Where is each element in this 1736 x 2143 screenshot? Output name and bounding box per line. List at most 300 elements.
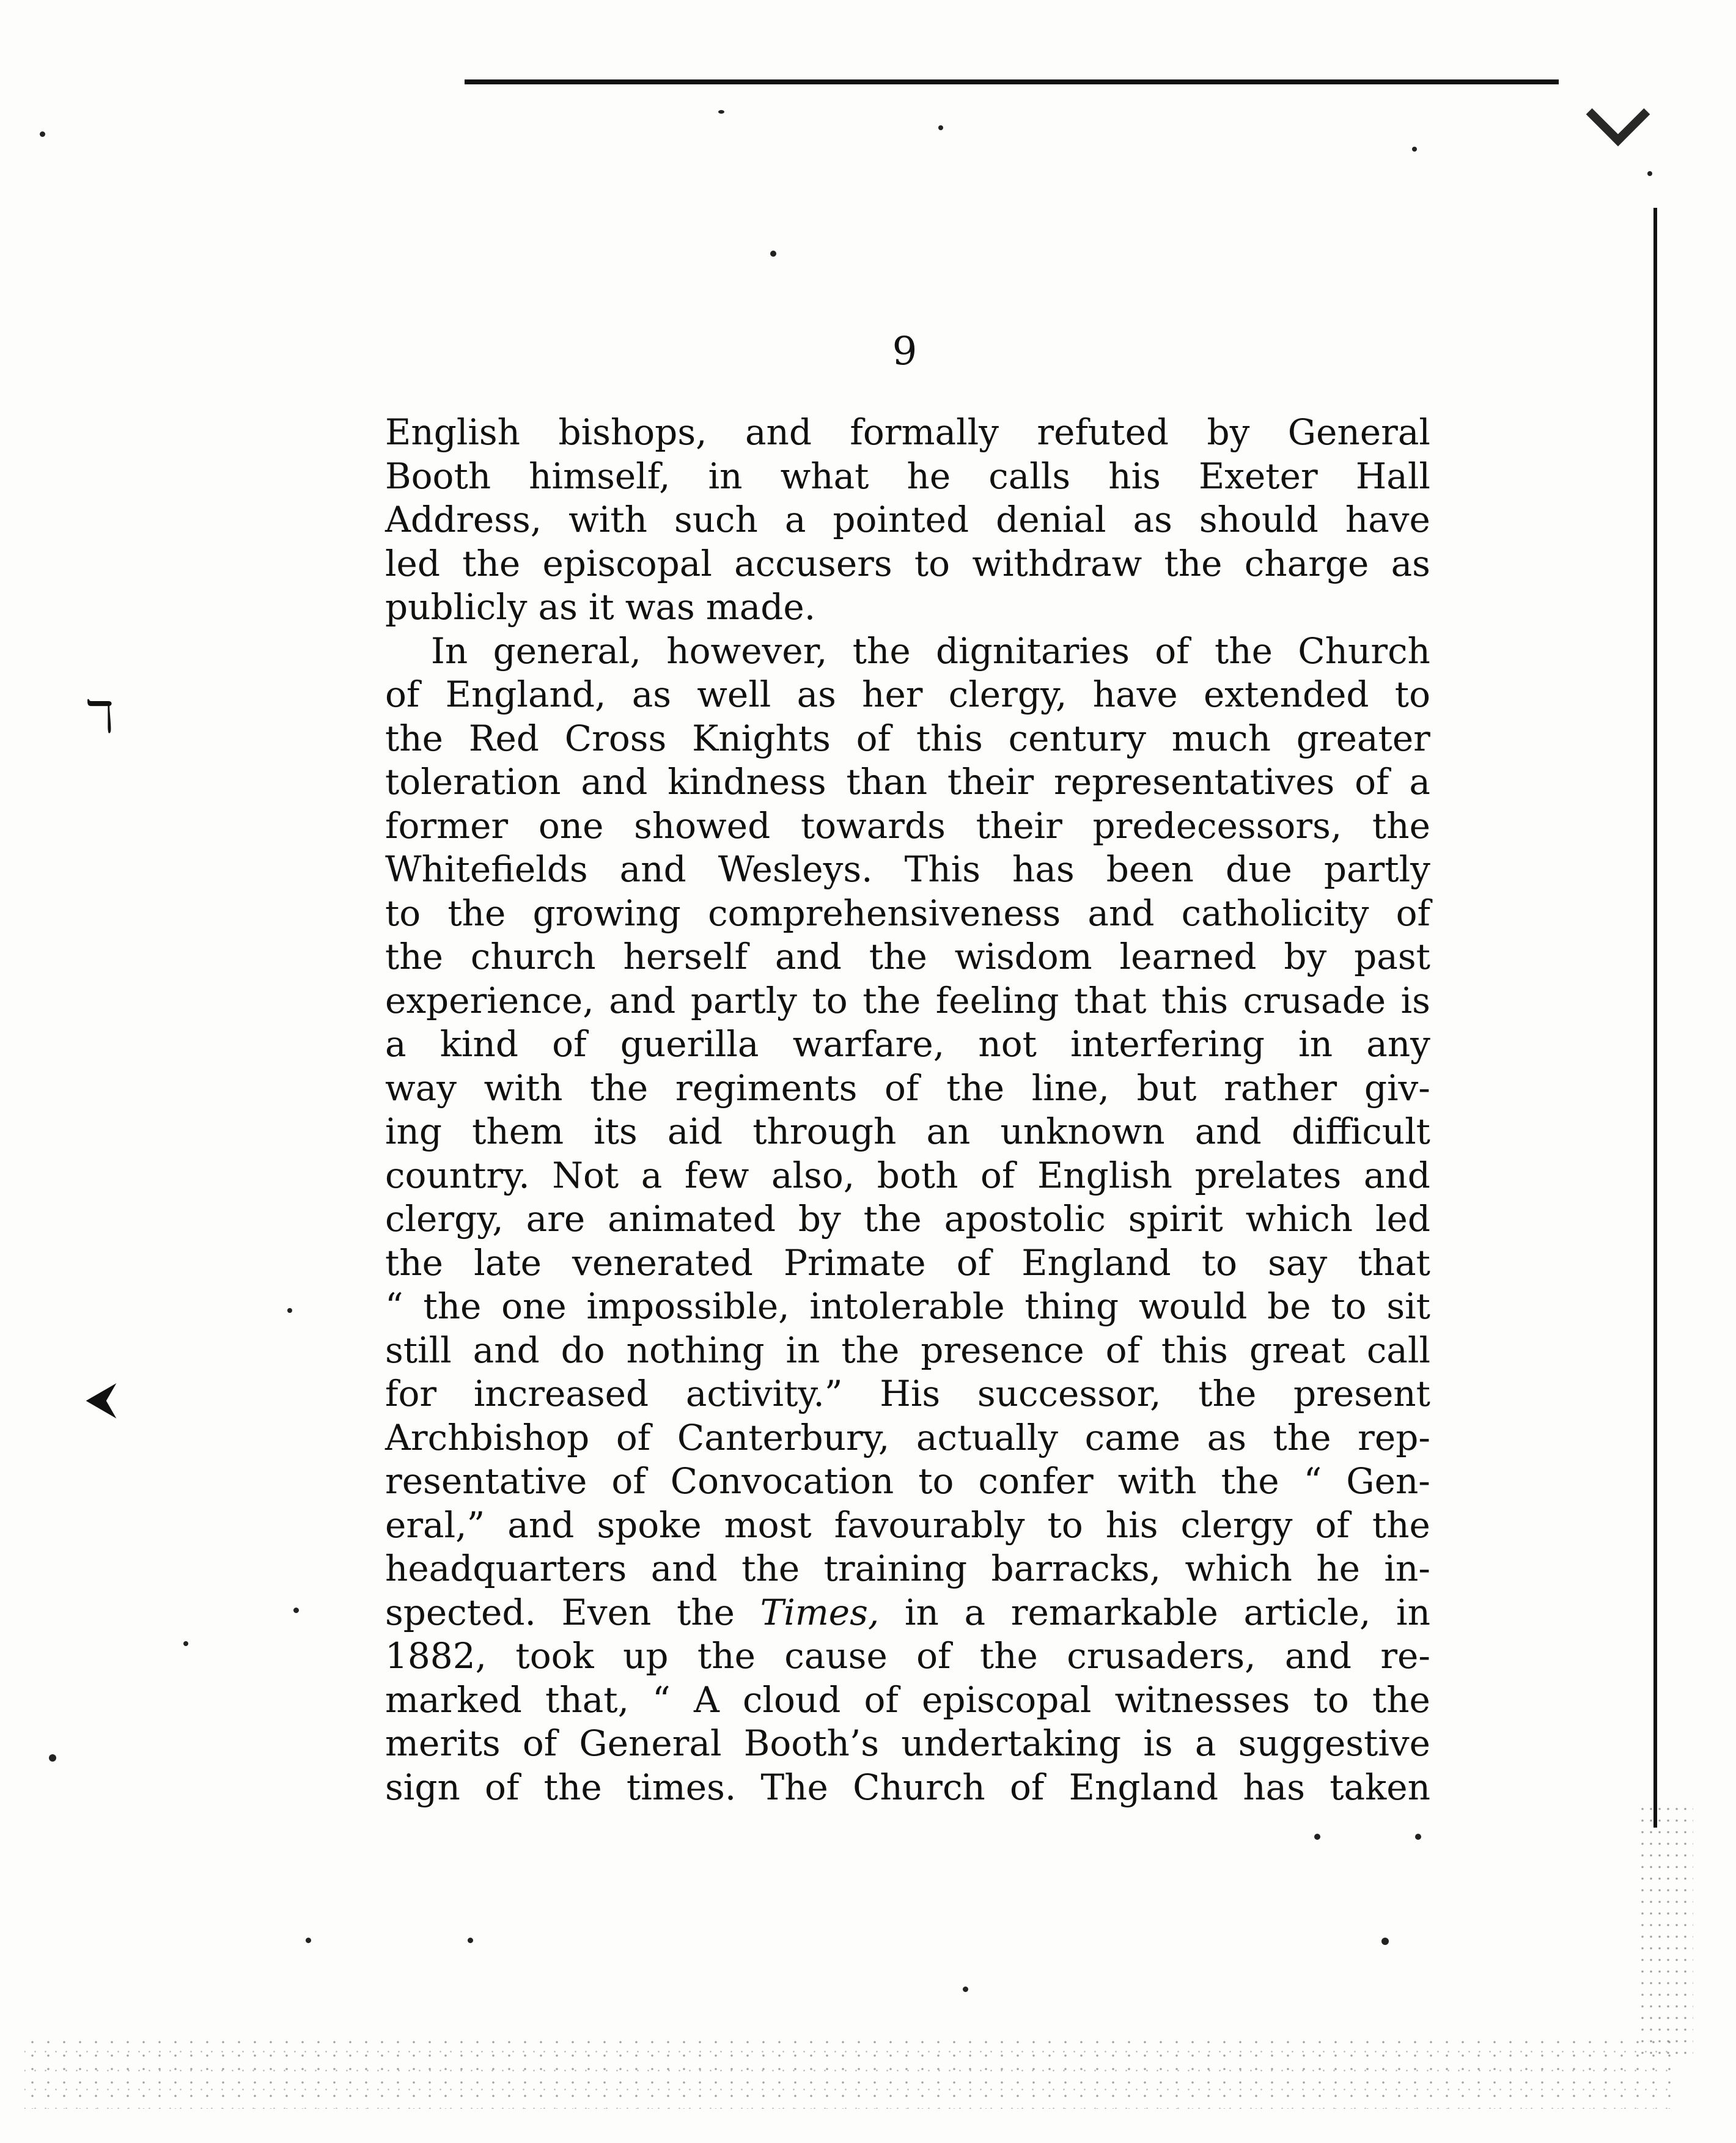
word: to <box>385 892 421 934</box>
word: as <box>1133 499 1172 540</box>
word: and <box>745 411 812 453</box>
word: Gen- <box>1346 1460 1430 1502</box>
word: denial <box>996 499 1106 540</box>
word: a <box>641 1154 663 1196</box>
word: the <box>697 1635 756 1677</box>
word: Not <box>552 1154 619 1196</box>
word: the <box>741 1548 800 1589</box>
word: successor, <box>977 1373 1161 1414</box>
word: clergy, <box>385 1198 504 1240</box>
word: that, <box>545 1678 630 1721</box>
scan-speck <box>306 1938 311 1943</box>
word: to <box>1394 674 1430 715</box>
word: ing <box>385 1111 443 1152</box>
word: great <box>1249 1329 1345 1371</box>
text-line <box>385 1634 1430 1678</box>
word: of <box>980 1154 1015 1196</box>
word: bishops, <box>558 411 707 453</box>
word: his <box>1105 1504 1158 1546</box>
word: wisdom <box>954 936 1092 977</box>
word: by <box>1207 411 1250 453</box>
word: be <box>1267 1285 1311 1327</box>
word: the <box>979 1635 1038 1677</box>
scan-speck <box>963 1987 968 1992</box>
text-line <box>385 1547 1430 1591</box>
word: sit <box>1386 1285 1430 1327</box>
word: accusers <box>734 542 892 584</box>
word: their <box>947 761 1034 803</box>
word: unknown <box>1000 1111 1165 1152</box>
text-line <box>385 1372 1430 1416</box>
word: to <box>1331 1285 1367 1327</box>
word: as <box>796 674 836 715</box>
word: The <box>760 1766 828 1808</box>
text-line <box>385 1154 1430 1198</box>
word: of <box>916 1635 951 1677</box>
word: in <box>785 1329 820 1371</box>
word: by <box>1284 936 1327 977</box>
word: Even <box>561 1591 652 1633</box>
word: In <box>431 630 468 672</box>
scan-speck <box>718 110 724 114</box>
word: and <box>581 761 648 803</box>
word: line, <box>1031 1067 1109 1109</box>
scan-speck <box>1381 1938 1389 1945</box>
word: most <box>724 1504 812 1546</box>
word: greater <box>1296 717 1430 759</box>
text-line <box>385 1678 1430 1722</box>
word: their <box>976 804 1062 847</box>
word: and <box>473 1329 540 1371</box>
word: Booth <box>385 455 491 497</box>
word: country. <box>385 1154 530 1196</box>
word: the <box>423 1285 482 1327</box>
word: well <box>697 674 771 715</box>
word: than <box>846 761 928 803</box>
word: with <box>484 1067 563 1109</box>
word: to <box>1201 1241 1238 1284</box>
word: crusaders, <box>1067 1635 1256 1677</box>
word: of <box>616 1416 651 1458</box>
word: her <box>862 674 923 715</box>
scan-speck <box>1647 171 1652 176</box>
word: giv- <box>1364 1067 1430 1109</box>
word: This <box>904 848 980 890</box>
word: the <box>462 542 521 584</box>
word: “ <box>385 1285 403 1327</box>
word: a <box>964 1591 986 1633</box>
word: a <box>385 1023 406 1065</box>
word: the <box>862 979 921 1021</box>
bottom-scan-noise <box>24 2035 1675 2109</box>
text-line <box>385 498 1430 542</box>
word: Primate <box>784 1241 926 1284</box>
scan-speck <box>40 131 45 137</box>
word: re- <box>1380 1635 1430 1677</box>
word: thing <box>1024 1285 1119 1327</box>
word: through <box>752 1111 897 1152</box>
word: episcopal <box>542 542 712 584</box>
word: much <box>1171 717 1271 759</box>
text-line <box>385 542 1430 586</box>
right-scan-noise <box>1638 1803 1693 2060</box>
text-line <box>385 630 1430 674</box>
scan-speck <box>1412 147 1417 152</box>
word: one <box>538 804 604 847</box>
word: a <box>1409 761 1430 803</box>
word: to <box>1047 1504 1083 1546</box>
word: former <box>385 804 509 847</box>
word: of <box>956 1241 991 1284</box>
text-line <box>385 1722 1430 1766</box>
word: also, <box>771 1154 855 1196</box>
word: late <box>474 1241 542 1284</box>
word: been <box>1106 848 1194 890</box>
word: charge <box>1244 542 1369 584</box>
word: this <box>916 717 983 759</box>
word: to <box>1313 1678 1349 1721</box>
word: few <box>684 1154 749 1196</box>
word: undertaking <box>901 1722 1122 1764</box>
word: General <box>1287 411 1430 453</box>
margin-scribble-icon: ℸ <box>86 691 114 742</box>
word: catholicity <box>1181 892 1369 934</box>
body-text <box>385 411 1430 1809</box>
text-line <box>385 1197 1430 1241</box>
word: Hall <box>1355 455 1430 497</box>
word: General <box>579 1722 722 1764</box>
word: and <box>507 1504 575 1546</box>
word: barracks, <box>991 1548 1161 1589</box>
word: one <box>501 1285 567 1327</box>
word: took <box>515 1635 594 1677</box>
word: spoke <box>597 1504 702 1546</box>
word: and <box>619 848 686 890</box>
word: say <box>1268 1241 1328 1284</box>
word: representatives <box>1054 761 1335 803</box>
word: clergy <box>1180 1504 1293 1546</box>
corner-arrow-icon <box>1586 83 1650 147</box>
word: the <box>852 630 911 672</box>
word: toleration <box>385 761 561 803</box>
word: church <box>470 936 596 977</box>
word: taken <box>1330 1766 1430 1808</box>
word: an <box>926 1111 971 1152</box>
word: as <box>631 674 672 715</box>
word: Times, <box>760 1591 880 1633</box>
word: crusade <box>1243 979 1386 1021</box>
word: of <box>522 1722 557 1764</box>
text-line <box>385 892 1430 936</box>
word: present <box>1293 1373 1430 1414</box>
text-line <box>385 804 1430 848</box>
word: the <box>1221 1460 1279 1502</box>
word: Cross <box>564 717 667 759</box>
word: the <box>447 892 506 934</box>
word: such <box>674 499 758 540</box>
word: suggestive <box>1238 1722 1430 1764</box>
word: of <box>1396 892 1430 934</box>
word: Whitefields <box>385 848 588 890</box>
text-line <box>385 1504 1430 1548</box>
text-line <box>385 1329 1430 1373</box>
word: have <box>1345 499 1430 540</box>
word: due <box>1225 848 1292 890</box>
word: intolerable <box>809 1285 1005 1327</box>
word: and <box>774 936 842 977</box>
word: formally <box>850 411 999 453</box>
text-line <box>385 1110 1430 1154</box>
word: article, <box>1243 1591 1371 1633</box>
word: and <box>1363 1154 1430 1196</box>
word: predecessors, <box>1092 804 1342 847</box>
word: in <box>904 1591 939 1633</box>
word: the <box>863 1198 922 1240</box>
word: as <box>1207 1416 1246 1458</box>
word: the <box>385 1241 443 1284</box>
word: and <box>650 1548 718 1589</box>
right-margin-rule <box>1653 208 1657 1828</box>
word: way <box>385 1067 457 1109</box>
word: rather <box>1224 1067 1337 1109</box>
text-line <box>385 1460 1430 1504</box>
word: to <box>914 542 951 584</box>
word: the <box>1372 804 1430 847</box>
word: prelates <box>1194 1154 1342 1196</box>
word: the <box>869 936 927 977</box>
word: the <box>1273 1416 1331 1458</box>
word: the <box>543 1766 602 1808</box>
word: 1882, <box>385 1635 487 1677</box>
word: not <box>978 1023 1037 1065</box>
word: to <box>918 1460 954 1502</box>
text-line <box>385 411 1430 455</box>
word: of <box>864 1678 899 1721</box>
word: the <box>841 1329 900 1371</box>
word: cause <box>784 1635 888 1677</box>
word: feeling <box>935 979 1059 1021</box>
word: what <box>780 455 869 497</box>
word: that <box>1358 1241 1430 1284</box>
word: this <box>1161 1329 1228 1371</box>
word: a <box>1194 1722 1216 1764</box>
word: led <box>1375 1198 1430 1240</box>
word: nothing <box>626 1329 765 1371</box>
word: warfare, <box>792 1023 945 1065</box>
word: the <box>1372 1504 1430 1546</box>
word: with <box>1117 1460 1197 1502</box>
text-line <box>385 1285 1430 1329</box>
word: comprehensiveness <box>708 892 1061 934</box>
text-line <box>385 1023 1430 1067</box>
word: the <box>676 1591 735 1633</box>
word: is <box>1400 979 1430 1021</box>
word: Convocation <box>670 1460 894 1502</box>
word: growing <box>532 892 681 934</box>
word: came <box>1084 1416 1181 1458</box>
word: in- <box>1384 1548 1430 1589</box>
word: of <box>885 1067 919 1109</box>
word: which <box>1185 1548 1292 1589</box>
word: and <box>1284 1635 1352 1677</box>
word: A <box>693 1678 719 1721</box>
word: England <box>1021 1241 1171 1284</box>
word: “ <box>652 1678 671 1721</box>
word: Booth’s <box>743 1722 880 1764</box>
word: England <box>1068 1766 1219 1808</box>
scan-speck <box>183 1641 188 1646</box>
text-line <box>385 717 1430 761</box>
word: as <box>538 586 578 628</box>
word: is <box>1143 1722 1173 1764</box>
word: aid <box>667 1111 723 1152</box>
text-line <box>385 455 1430 499</box>
word: should <box>1199 499 1319 540</box>
word: Knights <box>692 717 831 759</box>
word: impossible, <box>586 1285 790 1327</box>
word: partly <box>690 979 797 1021</box>
scan-speck <box>293 1608 299 1613</box>
word: interfering <box>1070 1023 1265 1065</box>
word: showed <box>634 804 771 847</box>
word: Wesleys. <box>718 848 873 890</box>
word: do <box>561 1329 605 1371</box>
word: its <box>594 1111 638 1152</box>
word: are <box>526 1198 586 1240</box>
word: and <box>1194 1111 1262 1152</box>
word: headquarters <box>385 1548 627 1589</box>
word: of <box>1355 761 1389 803</box>
word: learned <box>1119 936 1257 977</box>
word: was <box>625 586 695 628</box>
word: by <box>798 1198 841 1240</box>
word: as <box>1391 542 1430 584</box>
word: of <box>856 717 891 759</box>
scan-speck <box>1314 1834 1320 1840</box>
word: withdraw <box>972 542 1142 584</box>
word: which <box>1245 1198 1353 1240</box>
word: partly <box>1323 848 1430 890</box>
word: has <box>1012 848 1075 890</box>
word: a <box>784 499 806 540</box>
word: clergy, <box>948 674 1067 715</box>
word: “ <box>1303 1460 1322 1502</box>
word: this <box>1161 979 1229 1021</box>
word: led <box>385 542 441 584</box>
word: calls <box>988 455 1071 497</box>
word: rep- <box>1358 1416 1430 1458</box>
word: the <box>946 1067 1005 1109</box>
word: that <box>1074 979 1147 1021</box>
text-line <box>385 979 1430 1023</box>
word: animated <box>608 1198 776 1240</box>
word: the <box>385 936 443 977</box>
word: for <box>385 1373 437 1414</box>
word: refuted <box>1037 411 1169 453</box>
word: and <box>1087 892 1155 934</box>
word: his <box>1108 455 1161 497</box>
word: of <box>1155 630 1190 672</box>
word: century <box>1008 717 1146 759</box>
top-rule <box>465 79 1559 84</box>
word: has <box>1243 1766 1306 1808</box>
word: presence <box>921 1329 1084 1371</box>
word: England, <box>445 674 606 715</box>
word: marked <box>385 1678 522 1721</box>
scan-speck <box>468 1938 473 1943</box>
word: he <box>907 455 951 497</box>
word: of <box>1315 1504 1350 1546</box>
word: of <box>485 1766 520 1808</box>
word: favourably <box>834 1504 1025 1546</box>
word: confer <box>978 1460 1094 1502</box>
word: merits <box>385 1722 501 1764</box>
word: Address, <box>385 499 542 540</box>
word: spected. <box>385 1591 536 1633</box>
word: and <box>609 979 676 1021</box>
word: apostolic <box>944 1198 1106 1240</box>
word: Red <box>468 717 539 759</box>
word: the <box>385 717 443 759</box>
word: eral,” <box>385 1504 485 1546</box>
word: cloud <box>742 1678 841 1721</box>
margin-arrow-icon: ⮜ <box>86 1372 117 1424</box>
word: of <box>552 1023 587 1065</box>
word: the <box>1164 542 1223 584</box>
text-line <box>385 673 1430 717</box>
word: them <box>472 1111 564 1152</box>
word: past <box>1354 936 1430 977</box>
word: up <box>623 1635 669 1677</box>
word: himself, <box>529 455 671 497</box>
word: would <box>1138 1285 1248 1327</box>
word: venerated <box>572 1241 753 1284</box>
word: dignitaries <box>936 630 1130 672</box>
text-line <box>385 848 1430 892</box>
word: made. <box>705 586 816 628</box>
word: he <box>1316 1548 1361 1589</box>
word: general, <box>493 630 641 672</box>
scan-speck <box>1415 1834 1421 1840</box>
word: witnesses <box>1114 1678 1290 1721</box>
word: training <box>823 1548 968 1589</box>
text-line <box>385 1591 1430 1635</box>
word: of <box>1010 1766 1045 1808</box>
word: it <box>588 586 614 628</box>
word: with <box>568 499 647 540</box>
word: call <box>1366 1329 1430 1371</box>
word: Church <box>853 1766 985 1808</box>
text-line <box>385 935 1430 979</box>
word: both <box>877 1154 958 1196</box>
text-line <box>385 1766 1430 1810</box>
word: experience, <box>385 979 594 1021</box>
word: times. <box>626 1766 737 1808</box>
scan-speck <box>287 1308 292 1313</box>
word: any <box>1366 1023 1430 1065</box>
word: but <box>1136 1067 1197 1109</box>
word: in <box>1396 1591 1430 1633</box>
word: of <box>385 674 420 715</box>
word: still <box>385 1329 452 1371</box>
word: English <box>1037 1154 1173 1196</box>
word: actually <box>916 1416 1059 1458</box>
text-line <box>385 1416 1430 1460</box>
word: regiments <box>675 1067 858 1109</box>
word: however, <box>666 630 828 672</box>
word: kind <box>440 1023 518 1065</box>
word: towards <box>800 804 946 847</box>
